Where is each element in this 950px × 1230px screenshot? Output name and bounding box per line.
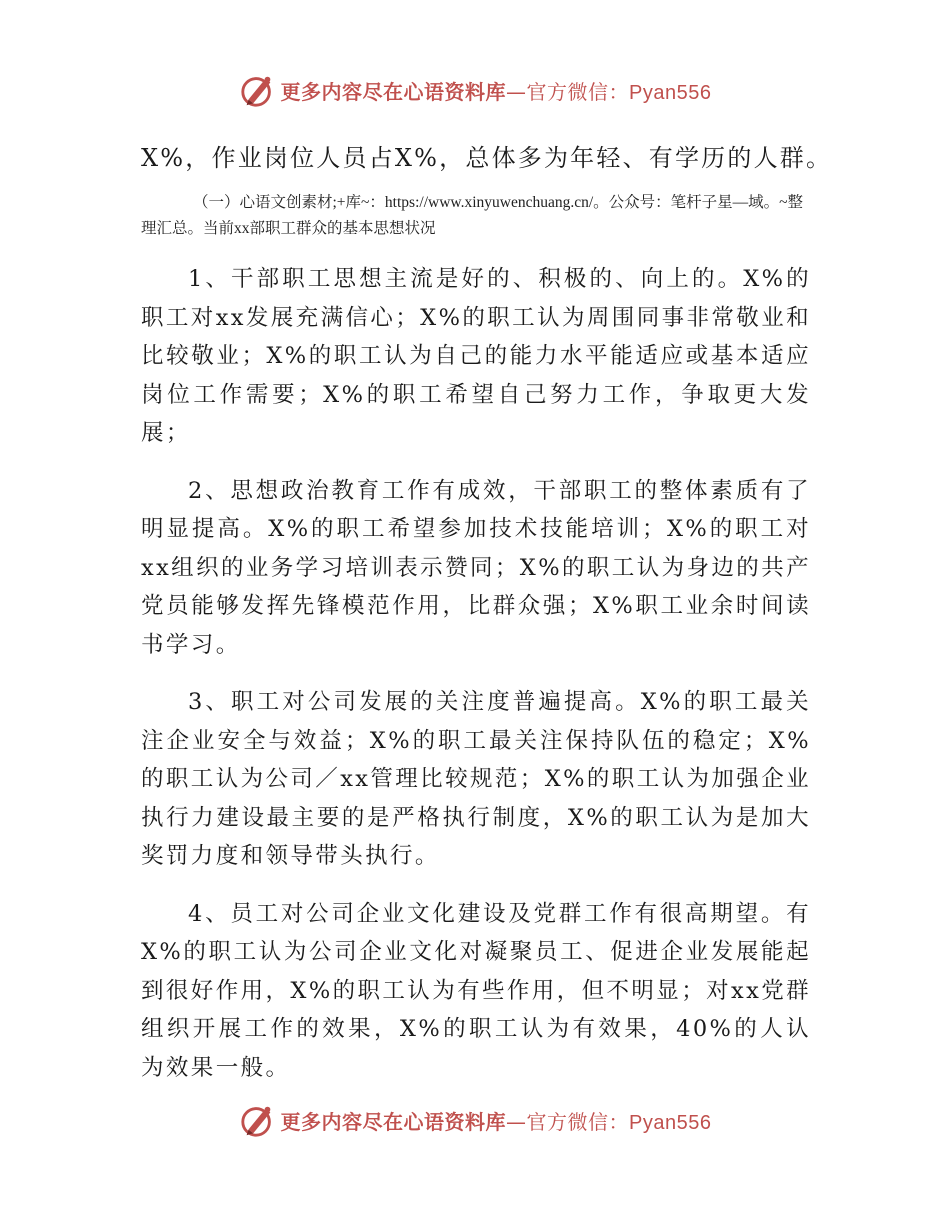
banner-separator: ：: [608, 79, 630, 104]
banner-bold-text: 更多内容尽在心语资料库: [280, 1109, 507, 1134]
paragraph-2: 2、思想政治教育工作有成效，干部职工的整体素质有了明显提高。X%的职工希望参加技术技能培训；X%的职工对xx组织的业务学习培训表示赞同；X%的职工认为身边的共产党员能够发挥先锋模范作用，比群众强；X%职工业余时间读书学习。: [141, 477, 811, 658]
footer-banner: [0, 1100, 950, 1140]
banner-dash: —: [506, 1109, 527, 1134]
banner-wechat-label: 官方微信: [526, 1109, 609, 1134]
banner-separator: ：: [608, 1109, 630, 1134]
section-heading: （一）心语文创素材;+库~：https://www.xinyuwenchuang.cn/。公众号：笔杆子星—域。~整理汇总。当前xx部职工群众的基本思想状况: [141, 194, 804, 237]
paragraph-3: 3、职工对公司发展的关注度普遍提高。X%的职工最关注企业安全与效益；X%的职工最关注保持队伍的稳定；X%的职工认为公司／xx管理比较规范；X%的职工认为加强企业执行力建设最主要的是严格执行制度，X%的职工认为是加大奖罚力度和领导带头执行。: [141, 689, 811, 869]
paragraph-4: 4、员工对公司企业文化建设及党群工作有很高期望。有X%的职工认为公司企业文化对凝聚员工、促进企业发展能起到很好作用，X%的职工认为有些作用，但不明显；对xx党群组织开展工作的效果，X%的职工认为有效果，40%的人认为效果一般。: [141, 900, 811, 1081]
banner-text: [281, 76, 712, 105]
document-body: [141, 140, 833, 1087]
banner-text: [281, 1106, 712, 1135]
paragraph-1: 1、干部职工思想主流是好的、积极的、向上的。X%的职工对xx发展充满信心；X%的职工认为周围同事非常敬业和比较敬业；X%的职工认为自己的能力水平能适应或基本适应岗位工作需要；X%的职工希望自己努力工作，争取更大发展；: [141, 266, 811, 446]
banner-wechat-id: Pyan556: [629, 1111, 712, 1134]
writing-pen-logo-icon: [239, 71, 277, 109]
header-banner: [0, 70, 950, 110]
banner-wechat-id: Pyan556: [629, 81, 712, 104]
banner-dash: —: [506, 79, 527, 104]
writing-pen-logo-icon: [239, 1101, 277, 1139]
banner-bold-text: 更多内容尽在心语资料库: [280, 79, 507, 104]
banner-wechat-label: 官方微信: [526, 79, 609, 104]
continuation-line: X%，作业岗位人员占X%，总体多为年轻、有学历的人群。: [141, 144, 833, 172]
